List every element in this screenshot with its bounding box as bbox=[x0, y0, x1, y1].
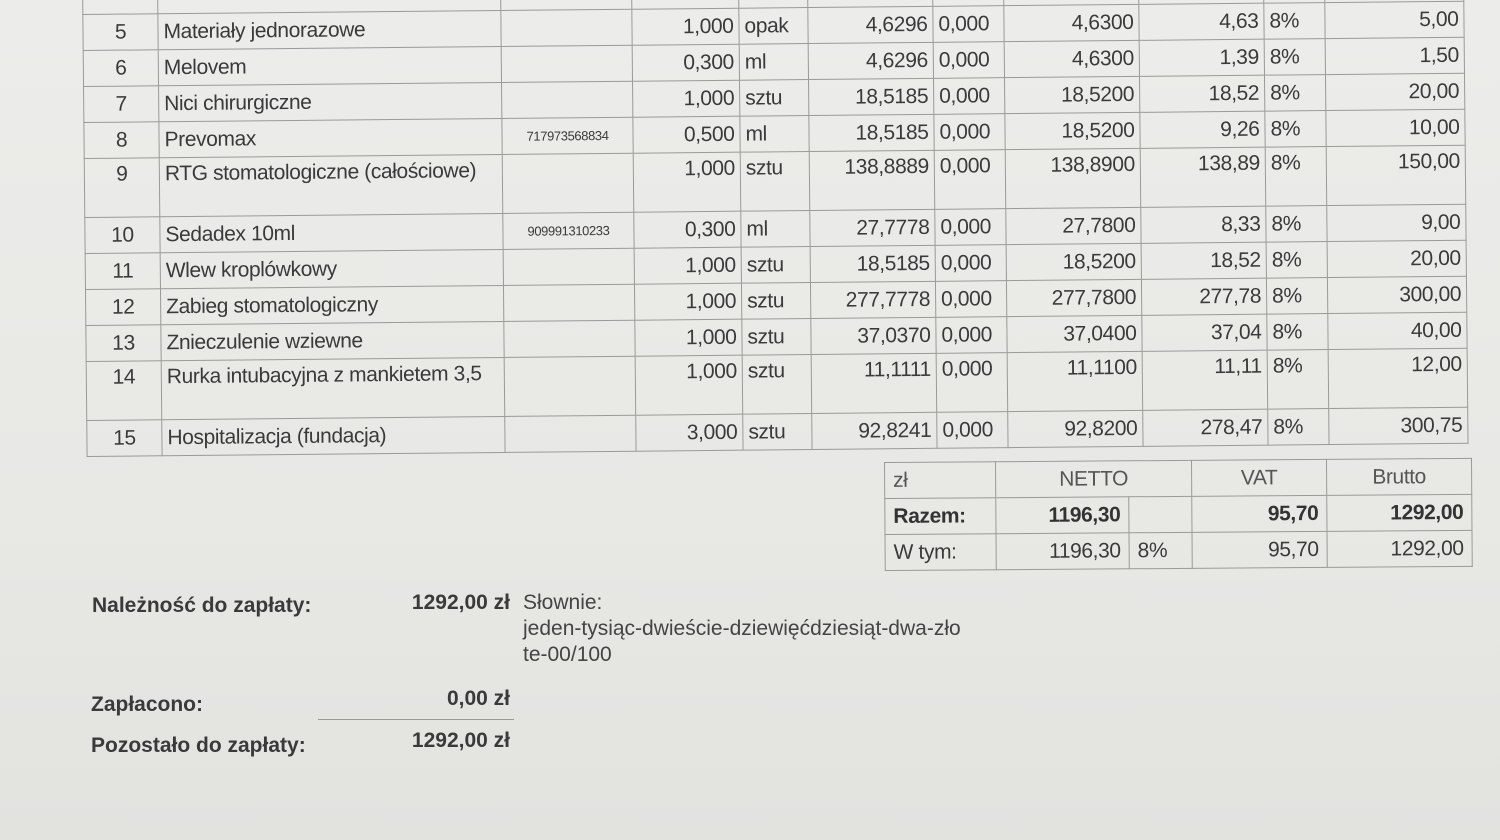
item-unit: sztu bbox=[743, 414, 812, 451]
item-unit: ml bbox=[740, 116, 809, 153]
item-name: Rurka intubacyjna z mankietem 3,5 bbox=[161, 357, 505, 419]
breakdown-gross: 1292,00 bbox=[1327, 530, 1472, 567]
item-unit: ml bbox=[741, 211, 810, 248]
item-name: RTG stomatologiczne (całościowe) bbox=[159, 154, 503, 216]
item-net-value: 37,04 bbox=[1142, 314, 1267, 351]
item-net-price: 11,1100 bbox=[1007, 351, 1143, 411]
item-code bbox=[503, 248, 634, 285]
item-vat-rate: 8% bbox=[1267, 350, 1329, 410]
item-net-price: 138,8900 bbox=[1005, 148, 1141, 208]
item-discount: 0,000 bbox=[935, 245, 1006, 282]
remaining-label: Pozostało do zapłaty: bbox=[91, 734, 306, 757]
item-net-price: 37,0400 bbox=[1007, 315, 1142, 352]
item-quantity: 0,500 bbox=[633, 116, 740, 153]
item-code: 909991310233 bbox=[503, 212, 634, 249]
row-number: 15 bbox=[87, 420, 162, 457]
row-number: 11 bbox=[85, 253, 160, 290]
item-name: Sedadex 10ml bbox=[160, 213, 503, 252]
item-code bbox=[502, 81, 633, 118]
breakdown-net: 1196,30 bbox=[996, 533, 1129, 570]
item-quantity: 1,000 bbox=[635, 319, 742, 356]
words-line-1: jeden-tysiąc-dwieście-dziewięćdziesiąt-dwa-zło bbox=[523, 617, 961, 640]
paid-value: 0,00 zł bbox=[446, 687, 510, 710]
item-discount: 0,000 bbox=[936, 317, 1007, 354]
item-name: Nici chirurgiczne bbox=[159, 82, 502, 121]
item-vat-rate: 8% bbox=[1268, 409, 1329, 446]
item-unit: sztu bbox=[740, 152, 810, 212]
item-quantity: 1,000 bbox=[633, 152, 741, 212]
item-gross-value: 20,00 bbox=[1327, 240, 1466, 277]
item-net-value: 138,89 bbox=[1140, 147, 1266, 207]
item-gross-value: 9,00 bbox=[1327, 204, 1466, 241]
item-vat-rate: 8% bbox=[1265, 111, 1326, 148]
item-unit: sztu bbox=[740, 80, 809, 117]
row-number: 13 bbox=[86, 325, 161, 362]
breakdown-rate: 8% bbox=[1129, 532, 1192, 568]
item-code bbox=[501, 45, 632, 82]
item-unit: opak bbox=[739, 8, 808, 45]
item-discount: 0,000 bbox=[934, 114, 1005, 151]
currency-label: zł bbox=[885, 462, 996, 499]
item-net-price: 18,5200 bbox=[1006, 243, 1141, 280]
breakdown-label: W tym: bbox=[885, 534, 996, 571]
item-discount: 0,000 bbox=[933, 6, 1004, 43]
summary-breakdown-row bbox=[885, 530, 1472, 570]
item-discount: 0,000 bbox=[936, 353, 1008, 413]
item-quantity: 3,000 bbox=[636, 414, 743, 451]
paid-label: Zapłacono: bbox=[91, 693, 204, 716]
item-name: Wlew kroplówkowy bbox=[160, 249, 503, 288]
item-gross-value: 150,00 bbox=[1326, 145, 1466, 205]
remaining-value: 1292,00 zł bbox=[411, 729, 510, 752]
vat-header: VAT bbox=[1191, 459, 1326, 496]
item-discount: 0,000 bbox=[934, 150, 1006, 210]
row-number: 12 bbox=[85, 289, 160, 326]
item-code: 717973568834 bbox=[502, 117, 633, 154]
summary-header-row bbox=[885, 458, 1472, 498]
item-vat-rate: 8% bbox=[1267, 314, 1328, 351]
item-name: Melovem bbox=[158, 46, 501, 85]
item-vat-rate: 8% bbox=[1266, 206, 1327, 243]
item-unit-price: 18,5185 bbox=[809, 114, 934, 151]
item-name: Prevomax bbox=[159, 118, 502, 157]
item-code bbox=[503, 284, 634, 321]
item-discount: 0,000 bbox=[937, 412, 1008, 449]
item-net-price: 18,5200 bbox=[1004, 76, 1139, 113]
item-net-price: 277,7800 bbox=[1006, 279, 1141, 316]
item-quantity: 1,000 bbox=[635, 355, 743, 415]
brutto-header: Brutto bbox=[1326, 458, 1471, 495]
item-unit-price: 37,0370 bbox=[811, 317, 936, 354]
total-vat: 95,70 bbox=[1192, 495, 1327, 532]
row-number: 9 bbox=[84, 158, 160, 218]
item-net-price: 27,7800 bbox=[1006, 207, 1141, 244]
item-vat-rate: 8% bbox=[1264, 3, 1325, 40]
item-vat-rate: 8% bbox=[1266, 242, 1327, 279]
item-name: Materiały jednorazowe bbox=[158, 10, 501, 49]
item-net-value: 8,33 bbox=[1141, 206, 1266, 243]
item-discount: 0,000 bbox=[935, 209, 1006, 246]
item-discount: 0,000 bbox=[935, 281, 1006, 318]
words-label: Słownie: bbox=[523, 591, 603, 614]
item-vat-rate: 8% bbox=[1266, 278, 1327, 315]
item-net-price: 4,6300 bbox=[1004, 4, 1139, 41]
item-net-value: 278,47 bbox=[1143, 409, 1268, 446]
breakdown-vat: 95,70 bbox=[1192, 531, 1327, 568]
netto-header: NETTO bbox=[996, 460, 1192, 497]
paid-divider bbox=[318, 719, 514, 720]
item-gross-value: 1,50 bbox=[1325, 37, 1464, 74]
item-unit-price: 11,1111 bbox=[811, 353, 937, 413]
item-net-value: 277,78 bbox=[1141, 278, 1266, 315]
total-net: 1196,30 bbox=[996, 497, 1129, 534]
row-number: 6 bbox=[83, 50, 158, 87]
item-code bbox=[504, 356, 636, 416]
item-unit-price: 27,7778 bbox=[810, 209, 935, 246]
item-net-price: 92,8200 bbox=[1008, 410, 1143, 447]
item-unit-price: 18,5185 bbox=[809, 78, 934, 115]
item-unit: ml bbox=[739, 44, 808, 81]
item-vat-rate: 8% bbox=[1264, 75, 1325, 112]
invoice-items-table bbox=[82, 0, 1469, 457]
item-unit-price: 92,8241 bbox=[812, 412, 937, 449]
item-unit-price: 4,6296 bbox=[808, 6, 933, 43]
item-quantity: 0,300 bbox=[632, 44, 739, 81]
item-quantity: 1,000 bbox=[633, 80, 740, 117]
total-gross: 1292,00 bbox=[1327, 494, 1472, 531]
vat-summary-table bbox=[884, 458, 1473, 571]
item-name: Zabieg stomatologiczny bbox=[160, 285, 503, 324]
item-gross-value: 5,00 bbox=[1325, 1, 1464, 38]
words-line-2: te-00/100 bbox=[523, 643, 612, 666]
row-number: 7 bbox=[84, 86, 159, 123]
item-name: Znieczulenie wziewne bbox=[161, 321, 504, 360]
summary-total-row bbox=[885, 494, 1472, 534]
item-discount: 0,000 bbox=[933, 42, 1004, 79]
item-unit: sztu bbox=[741, 283, 810, 320]
item-quantity: 0,300 bbox=[634, 211, 741, 248]
amount-due-value: 1292,00 zł bbox=[411, 591, 510, 614]
item-discount: 0,000 bbox=[934, 78, 1005, 115]
item-net-value: 1,39 bbox=[1139, 39, 1264, 76]
item-unit-price: 18,5185 bbox=[810, 245, 935, 282]
item-code bbox=[504, 320, 635, 357]
item-unit: sztu bbox=[742, 319, 811, 356]
item-gross-value: 300,75 bbox=[1329, 407, 1468, 444]
item-gross-value: 40,00 bbox=[1328, 312, 1467, 349]
items-table-body bbox=[83, 0, 1469, 456]
item-quantity: 1,000 bbox=[632, 8, 739, 45]
item-net-value: 18,52 bbox=[1141, 242, 1266, 279]
row-number: 5 bbox=[83, 14, 158, 51]
row-number: 8 bbox=[84, 122, 159, 159]
item-gross-value: 300,00 bbox=[1327, 276, 1466, 313]
item-unit: sztu bbox=[742, 355, 812, 415]
row-number: 10 bbox=[85, 217, 160, 254]
item-unit: sztu bbox=[741, 247, 810, 284]
item-gross-value: 20,00 bbox=[1325, 73, 1464, 110]
item-net-price: 4,6300 bbox=[1004, 40, 1139, 77]
item-name: Hospitalizacja (fundacja) bbox=[162, 416, 505, 455]
amount-in-words bbox=[523, 590, 961, 668]
item-unit-price: 277,7778 bbox=[810, 281, 935, 318]
item-code bbox=[501, 9, 632, 46]
item-net-value: 9,26 bbox=[1140, 111, 1265, 148]
item-vat-rate: 8% bbox=[1264, 39, 1325, 76]
amount-due-label: Należność do zapłaty: bbox=[92, 594, 312, 617]
item-net-price: 18,5200 bbox=[1005, 112, 1140, 149]
item-quantity: 1,000 bbox=[634, 283, 741, 320]
item-unit-price: 138,8889 bbox=[809, 150, 935, 210]
item-net-value: 11,11 bbox=[1142, 350, 1268, 410]
item-net-value: 18,52 bbox=[1139, 75, 1264, 112]
item-gross-value: 10,00 bbox=[1326, 109, 1465, 146]
row-number: 14 bbox=[86, 361, 162, 421]
item-vat-rate: 8% bbox=[1265, 147, 1327, 207]
total-rate bbox=[1129, 496, 1192, 532]
item-net-value: 4,63 bbox=[1139, 3, 1264, 40]
item-code bbox=[502, 153, 634, 213]
item-gross-value: 12,00 bbox=[1328, 348, 1468, 408]
item-quantity: 1,000 bbox=[634, 247, 741, 284]
item-unit-price: 4,6296 bbox=[808, 42, 933, 79]
item-code bbox=[505, 415, 636, 452]
total-label: Razem: bbox=[885, 498, 996, 535]
